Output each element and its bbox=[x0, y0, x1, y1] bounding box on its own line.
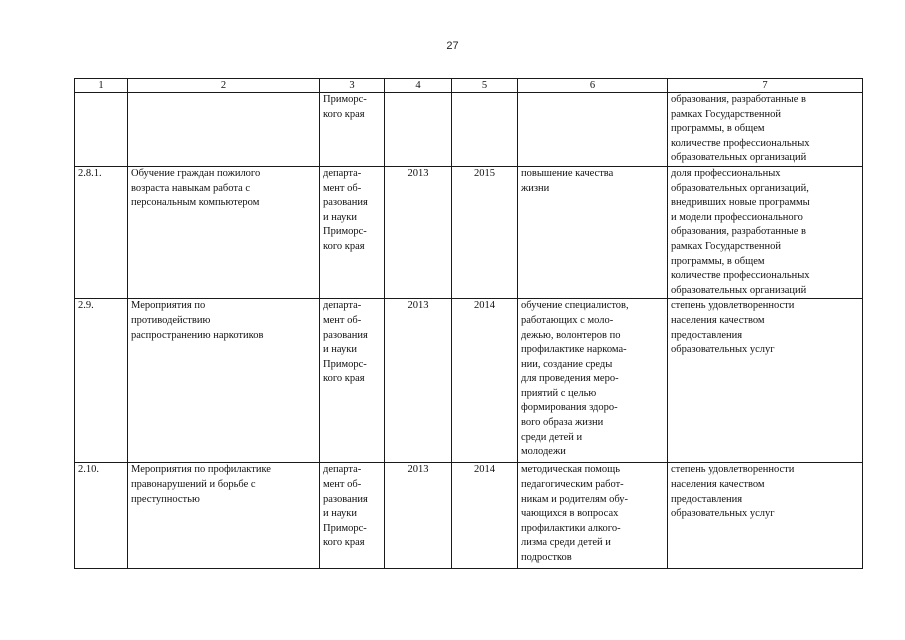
header-cell: 7 bbox=[668, 79, 863, 93]
cell-indicator bbox=[668, 93, 863, 167]
cell-text-line: образовательных организаций bbox=[671, 152, 807, 164]
cell-executor bbox=[320, 93, 385, 167]
cell-text-line: приятий с целью bbox=[521, 387, 597, 399]
cell-text-line: Мероприятия по профилактике bbox=[131, 464, 271, 476]
table-row bbox=[75, 463, 863, 569]
cell-number bbox=[75, 93, 128, 167]
cell-text-line: персональным компьютером bbox=[131, 197, 260, 209]
header-cell: 6 bbox=[518, 79, 668, 93]
cell-text-line: степень удовлетворенности bbox=[671, 464, 795, 476]
cell-text-line: доля профессиональных bbox=[671, 167, 781, 179]
cell-text-line: для проведения меро- bbox=[521, 373, 619, 385]
cell-text-line: возраста навыкам работа с bbox=[131, 182, 251, 194]
cell-text-line: разования bbox=[323, 493, 368, 505]
cell-text-line: 2.8.1. bbox=[78, 167, 102, 179]
cell-text-line: жизни bbox=[521, 182, 550, 194]
cell-text-line: 2.9. bbox=[78, 300, 94, 312]
cell-text-line: формирования здоро- bbox=[521, 402, 618, 414]
cell-text-line: населения качеством bbox=[671, 314, 765, 326]
cell-text-line: обучение специалистов, bbox=[521, 300, 629, 312]
cell-start-year: 2013 bbox=[385, 299, 452, 463]
header-cell: 4 bbox=[385, 79, 452, 93]
cell-text-line: и модели профессионального bbox=[671, 211, 803, 223]
cell-text-line: департа- bbox=[323, 464, 362, 476]
cell-text-line: Приморс- bbox=[323, 226, 367, 238]
cell-start-year bbox=[385, 93, 452, 167]
cell-text-line: никам и родителям обу- bbox=[521, 493, 629, 505]
cell-text-line: среди детей и bbox=[521, 431, 583, 443]
cell-text-line: программы, в общем bbox=[671, 255, 765, 267]
cell-text-line: рамках Государственной bbox=[671, 108, 781, 120]
cell-text-line: количестве профессиональных bbox=[671, 270, 810, 282]
cell-text-line: и науки bbox=[323, 344, 357, 356]
cell-text-line: степень удовлетворенности bbox=[671, 300, 795, 312]
cell-text-line: и науки bbox=[323, 508, 357, 520]
cell-text-line: кого края bbox=[323, 373, 365, 385]
cell-expected-result bbox=[518, 299, 668, 463]
cell-text-line: образовательных организаций, bbox=[671, 182, 809, 194]
cell-end-year: 2014 bbox=[452, 463, 518, 569]
cell-number bbox=[75, 299, 128, 463]
cell-text-line: кого края bbox=[323, 108, 365, 120]
cell-text-line: вого образа жизни bbox=[521, 417, 604, 429]
cell-text-line: работающих с моло- bbox=[521, 314, 614, 326]
cell-measure-name bbox=[128, 166, 320, 298]
cell-text-line: образовательных услуг bbox=[671, 508, 775, 520]
cell-text-line: кого края bbox=[323, 240, 365, 252]
cell-text-line: профилактики алкого- bbox=[521, 522, 621, 534]
cell-text-line: количестве профессиональных bbox=[671, 137, 810, 149]
cell-text-line: повышение качества bbox=[521, 167, 614, 179]
cell-text-line: дежью, волонтеров по bbox=[521, 329, 621, 341]
cell-text-line: программы, в общем bbox=[671, 123, 765, 135]
cell-end-year bbox=[452, 93, 518, 167]
cell-expected-result bbox=[518, 166, 668, 298]
cell-text-line: мент об- bbox=[323, 478, 362, 490]
cell-text-line: образования, разработанные в bbox=[671, 94, 806, 105]
cell-text-line: кого края bbox=[323, 537, 365, 549]
cell-text-line: рамках Государственной bbox=[671, 240, 781, 252]
cell-text-line: Обучение граждан пожилого bbox=[131, 167, 261, 179]
header-cell: 3 bbox=[320, 79, 385, 93]
cell-text-line: предоставления bbox=[671, 493, 743, 505]
cell-start-year: 2013 bbox=[385, 166, 452, 298]
cell-indicator bbox=[668, 166, 863, 298]
cell-text-line: Приморс- bbox=[323, 358, 367, 370]
cell-text-line: предоставления bbox=[671, 329, 743, 341]
table-row bbox=[75, 93, 863, 167]
cell-text-line: населения качеством bbox=[671, 478, 765, 490]
cell-text-line: разования bbox=[323, 329, 368, 341]
cell-text-line: подростков bbox=[521, 551, 572, 563]
cell-text-line: чающихся в вопросах bbox=[521, 508, 619, 520]
cell-text-line: противодействию bbox=[131, 314, 211, 326]
cell-measure-name bbox=[128, 299, 320, 463]
cell-text-line: педагогическим работ- bbox=[521, 478, 624, 490]
cell-end-year: 2014 bbox=[452, 299, 518, 463]
header-row bbox=[75, 79, 863, 93]
table-row bbox=[75, 166, 863, 298]
cell-text-line: профилактике наркома- bbox=[521, 344, 627, 356]
cell-text-line: 2.10. bbox=[78, 464, 99, 476]
cell-text-line: образовательных услуг bbox=[671, 344, 775, 356]
cell-measure-name bbox=[128, 93, 320, 167]
cell-number bbox=[75, 463, 128, 569]
cell-text-line: нии, создание среды bbox=[521, 358, 613, 370]
cell-text-line: правонарушений и борьбе с bbox=[131, 478, 256, 490]
cell-executor bbox=[320, 299, 385, 463]
cell-text-line: департа- bbox=[323, 167, 362, 179]
cell-text-line: распространению наркотиков bbox=[131, 329, 264, 341]
cell-text-line: методическая помощь bbox=[521, 464, 621, 476]
cell-end-year: 2015 bbox=[452, 166, 518, 298]
cell-text-line: преступностью bbox=[131, 493, 200, 505]
cell-text-line: Приморс- bbox=[323, 94, 367, 105]
cell-measure-name bbox=[128, 463, 320, 569]
cell-text-line: Мероприятия по bbox=[131, 300, 206, 312]
measures-table bbox=[74, 78, 863, 569]
cell-expected-result bbox=[518, 463, 668, 569]
cell-text-line: разования bbox=[323, 197, 368, 209]
table-row bbox=[75, 299, 863, 463]
cell-text-line: и науки bbox=[323, 211, 357, 223]
header-cell: 5 bbox=[452, 79, 518, 93]
header-cell: 1 bbox=[75, 79, 128, 93]
cell-text-line: департа- bbox=[323, 300, 362, 312]
cell-text-line: лизма среди детей и bbox=[521, 537, 611, 549]
cell-text-line: молодежи bbox=[521, 446, 566, 458]
cell-text-line: образовательных организаций bbox=[671, 284, 807, 296]
cell-text-line: мент об- bbox=[323, 314, 362, 326]
header-cell: 2 bbox=[128, 79, 320, 93]
cell-expected-result bbox=[518, 93, 668, 167]
cell-executor bbox=[320, 463, 385, 569]
cell-text-line: образования, разработанные в bbox=[671, 226, 806, 238]
cell-start-year: 2013 bbox=[385, 463, 452, 569]
cell-executor bbox=[320, 166, 385, 298]
cell-text-line: Приморс- bbox=[323, 522, 367, 534]
cell-indicator bbox=[668, 299, 863, 463]
cell-indicator bbox=[668, 463, 863, 569]
cell-text-line: внедривших новые программы bbox=[671, 197, 810, 209]
page-number: 27 bbox=[446, 40, 459, 52]
cell-text-line: мент об- bbox=[323, 182, 362, 194]
cell-number bbox=[75, 166, 128, 298]
